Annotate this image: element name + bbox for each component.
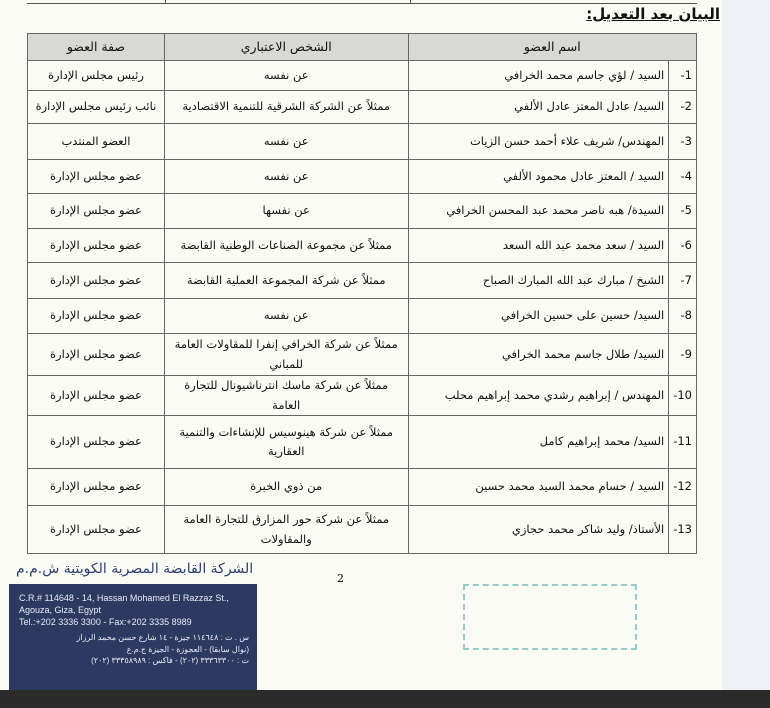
table-row xyxy=(28,194,697,229)
address-ar-2: (نوال سابقا) - العجوزة - الجيزة ج.م.ع xyxy=(126,644,249,654)
row-number: 5- xyxy=(669,194,697,229)
row-number: 11- xyxy=(669,416,697,469)
table-row xyxy=(28,229,697,263)
legal-person: عن نفسه xyxy=(164,61,408,91)
member-role: عضو مجلس الإدارة xyxy=(28,334,165,376)
member-role: عضو مجلس الإدارة xyxy=(28,229,165,263)
member-role: عضو مجلس الإدارة xyxy=(28,263,165,299)
member-role: عضو مجلس الإدارة xyxy=(28,469,165,506)
company-stamp xyxy=(463,584,637,650)
member-name: الأستاذ/ وليد شاكر محمد حجازي xyxy=(408,506,669,554)
table-row xyxy=(28,416,697,469)
row-number: 12- xyxy=(669,469,697,506)
member-name: السيد / حسام محمد السيد محمد حسين xyxy=(408,469,669,506)
page-margin xyxy=(722,0,770,690)
legal-person: عن نفسه xyxy=(164,160,408,194)
table-row xyxy=(28,299,697,334)
previous-table-bottom xyxy=(27,0,697,4)
company-name: الشركة القابضة المصرية الكويتية ش.م.م xyxy=(16,561,254,577)
legal-person: عن نفسه xyxy=(164,299,408,334)
header-legal: الشخص الاعتباري xyxy=(164,34,408,61)
table-header xyxy=(28,34,697,61)
board-members-table xyxy=(27,33,697,554)
legal-person: ممثلاً عن شركة هينوسيس للإنشاءات والتنمية العقارية xyxy=(164,416,408,469)
row-number: 10- xyxy=(669,376,697,416)
member-role: عضو مجلس الإدارة xyxy=(28,194,165,229)
legal-person: ممثلاً عن شركة ماسك انترناشيونال للتجارة العامة xyxy=(164,376,408,416)
member-name: المهندس / إبراهيم رشدي محمد إبراهيم محلب xyxy=(408,376,669,416)
legal-person: ممثلاً عن الشركة الشرقية للتنمية الاقتصادية xyxy=(164,91,408,124)
member-name: الشيخ / مبارك عبد الله المبارك الصباح xyxy=(408,263,669,299)
table-row xyxy=(28,263,697,299)
company-address-box xyxy=(9,584,257,690)
table-row xyxy=(28,160,697,194)
legal-person: ممثلاً عن شركة المجموعة العملية القابضة xyxy=(164,263,408,299)
row-number: 7- xyxy=(669,263,697,299)
member-role: عضو مجلس الإدارة xyxy=(28,160,165,194)
table-row xyxy=(28,91,697,124)
header-attr: صفة العضو xyxy=(28,34,165,61)
table-row xyxy=(28,469,697,506)
legal-person: من ذوي الخبرة xyxy=(164,469,408,506)
member-name: السيد/ محمد إبراهيم كامل xyxy=(408,416,669,469)
row-number: 13- xyxy=(669,506,697,554)
page-number: 2 xyxy=(337,572,344,585)
member-role: رئيس مجلس الإدارة xyxy=(28,61,165,91)
member-role: عضو مجلس الإدارة xyxy=(28,416,165,469)
header-name: اسم العضو xyxy=(408,34,696,61)
legal-person: ممثلاً عن شركة الخرافي إنفرا للمقاولات العامة للمباني xyxy=(164,334,408,376)
member-name: السيد / سعد محمد عبد الله السعد xyxy=(408,229,669,263)
member-name: السيد / لؤي جاسم محمد الخرافي xyxy=(408,61,669,91)
row-number: 6- xyxy=(669,229,697,263)
table-row xyxy=(28,506,697,554)
row-number: 8- xyxy=(669,299,697,334)
member-name: السيد / المعتز عادل محمود الألفي xyxy=(408,160,669,194)
phone-en: Tel.:+202 3336 3300 - Fax:+202 3335 8989 xyxy=(19,617,192,628)
row-number: 9- xyxy=(669,334,697,376)
member-name: السيدة/ هبه ناصر محمد عبد المحسن الخرافي xyxy=(408,194,669,229)
address-en-1: C.R.# 114648 - 14, Hassan Mohamed El Razzaz St., xyxy=(19,593,229,603)
member-name: السيد/ حسين على حسين الخرافي xyxy=(408,299,669,334)
row-number: 2- xyxy=(669,91,697,124)
member-role: عضو مجلس الإدارة xyxy=(28,299,165,334)
member-role: عضو مجلس الإدارة xyxy=(28,506,165,554)
member-name: السيد/ عادل المعتز عادل الألفي xyxy=(408,91,669,124)
legal-person: ممثلاً عن شركة حور المزارق للتجارة العامة والمقاولات xyxy=(164,506,408,554)
legal-person: ممثلاً عن مجموعة الصناعات الوطنية القابضة xyxy=(164,229,408,263)
row-number: 1- xyxy=(669,61,697,91)
table-row xyxy=(28,334,697,376)
table-row xyxy=(28,124,697,160)
member-role: العضو المنتدب xyxy=(28,124,165,160)
legal-person: عن نفسها xyxy=(164,194,408,229)
phone-ar: ت : ٣٣٣٦٣٣٠٠ (٢٠٢) - فاكس : ٣٣٣٥٨٩٨٩ (٢٠٢) xyxy=(91,655,249,665)
row-number: 3- xyxy=(669,124,697,160)
member-name: السيد/ طلال جاسم محمد الخرافي xyxy=(408,334,669,376)
section-heading: البيان بعد التعديل: xyxy=(586,5,720,23)
row-number: 4- xyxy=(669,160,697,194)
bottom-bar xyxy=(0,690,770,708)
table-row xyxy=(28,61,697,91)
member-name: المهندس/ شريف علاء أحمد حسن الزيات xyxy=(408,124,669,160)
address-ar-1: س . ت : ١١٤٦٤٨ جيزة - ١٤ شارع حسن محمد الرزاز xyxy=(76,633,249,643)
address-en-2: Agouza, Giza, Egypt xyxy=(19,605,102,616)
member-role: عضو مجلس الإدارة xyxy=(28,376,165,416)
legal-person: عن نفسه xyxy=(164,124,408,160)
table-row xyxy=(28,376,697,416)
member-role: نائب رئيس مجلس الإدارة xyxy=(28,91,165,124)
